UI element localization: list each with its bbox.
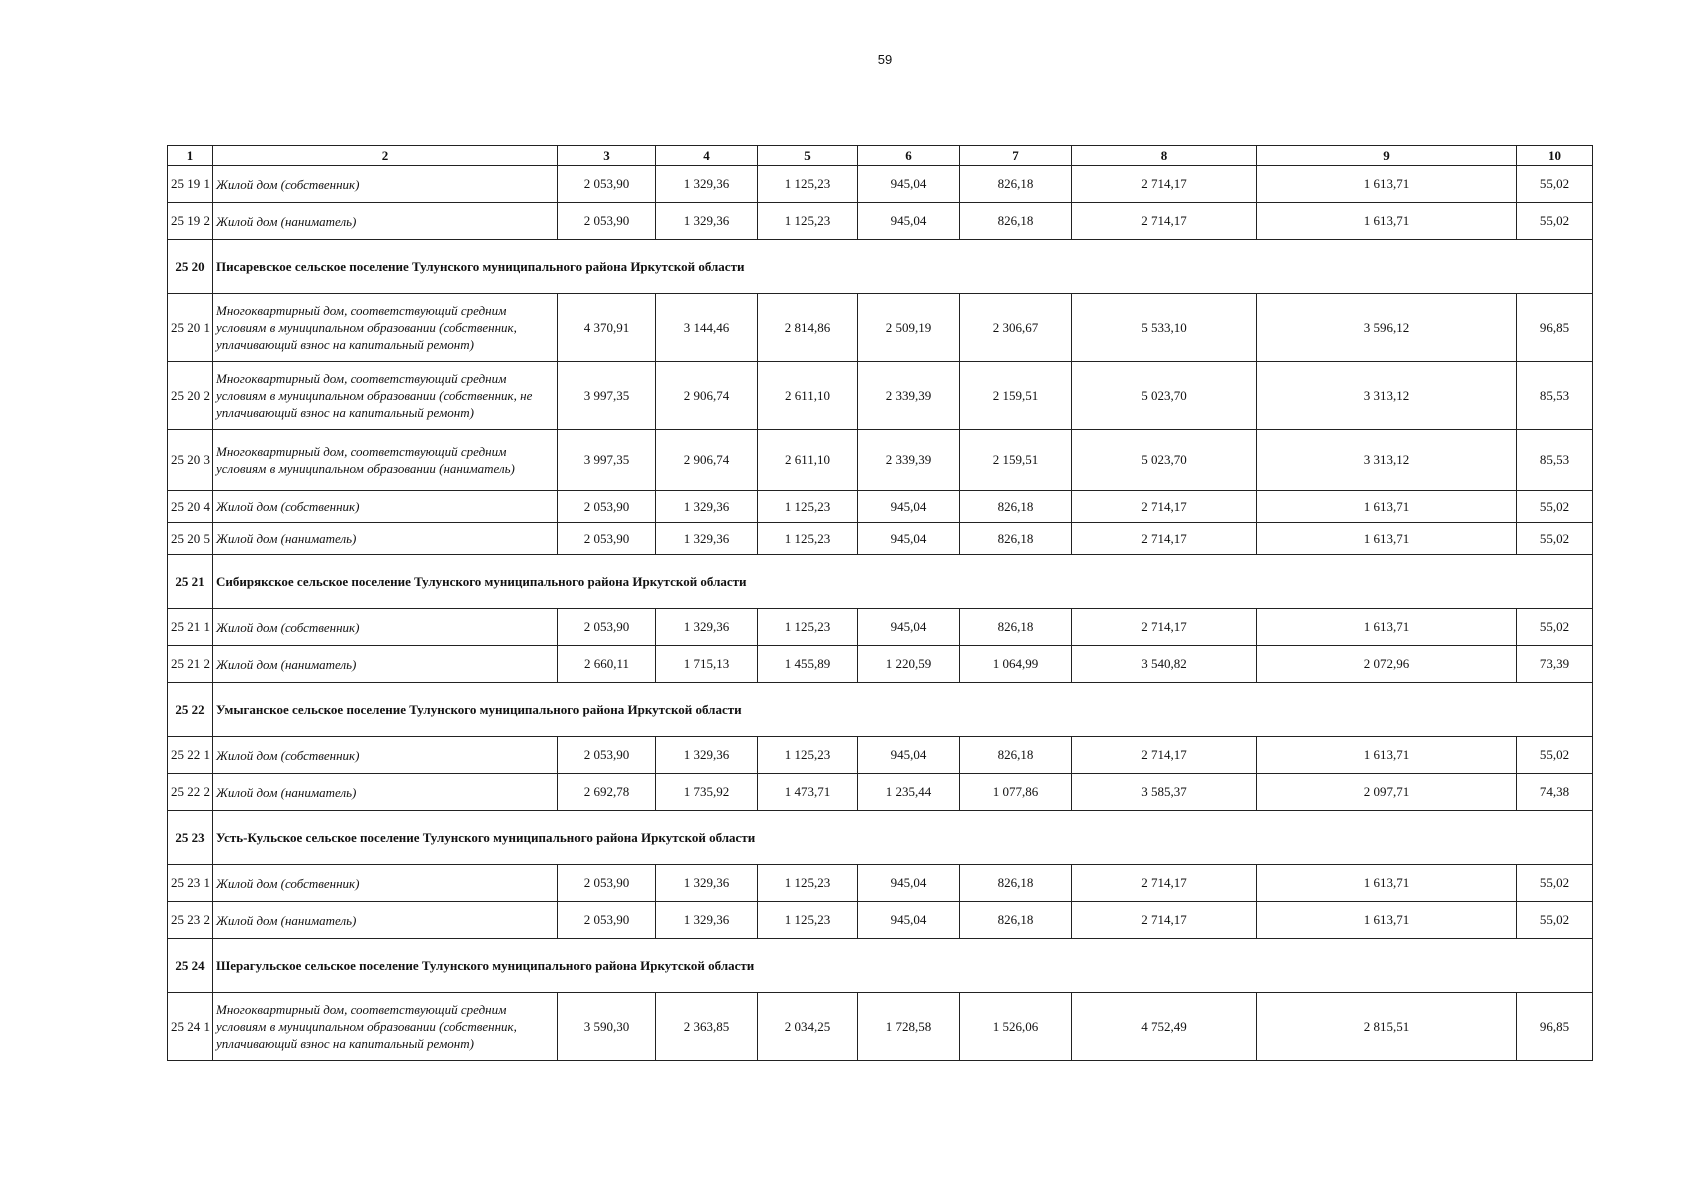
row-description: Жилой дом (наниматель) <box>213 774 558 811</box>
row-code: 25 21 1 <box>168 609 213 646</box>
value-cell: 2 714,17 <box>1072 609 1257 646</box>
value-cell: 2 053,90 <box>558 491 656 523</box>
column-header: 8 <box>1072 146 1257 166</box>
row-code: 25 20 5 <box>168 523 213 555</box>
value-cell: 2 053,90 <box>558 609 656 646</box>
column-header: 10 <box>1517 146 1593 166</box>
value-cell: 1 125,23 <box>758 609 858 646</box>
row-description: Многоквартирный дом, соответствующий средним условиям в муниципальном образовании (собственник, уплачивающий взнос на капитальный ремонт) <box>213 993 558 1061</box>
value-cell: 2 053,90 <box>558 166 656 203</box>
value-cell: 945,04 <box>858 737 960 774</box>
value-cell: 2 159,51 <box>960 430 1072 491</box>
value-cell: 826,18 <box>960 609 1072 646</box>
value-cell: 2 906,74 <box>656 430 758 491</box>
value-cell: 85,53 <box>1517 362 1593 430</box>
table-row <box>168 203 1593 240</box>
row-description: Жилой дом (собственник) <box>213 166 558 203</box>
value-cell: 96,85 <box>1517 294 1593 362</box>
page-number: 59 <box>877 52 893 67</box>
value-cell: 1 077,86 <box>960 774 1072 811</box>
value-cell: 2 714,17 <box>1072 203 1257 240</box>
value-cell: 55,02 <box>1517 523 1593 555</box>
value-cell: 2 339,39 <box>858 430 960 491</box>
table-row <box>168 430 1593 491</box>
row-code: 25 24 <box>168 939 213 993</box>
value-cell: 1 473,71 <box>758 774 858 811</box>
column-header: 1 <box>168 146 213 166</box>
value-cell: 1 329,36 <box>656 203 758 240</box>
column-header: 9 <box>1257 146 1517 166</box>
section-row <box>168 683 1593 737</box>
value-cell: 1 613,71 <box>1257 523 1517 555</box>
row-description: Многоквартирный дом, соответствующий средним условиям в муниципальном образовании (собственник, уплачивающий взнос на капитальный ремонт) <box>213 294 558 362</box>
value-cell: 1 613,71 <box>1257 166 1517 203</box>
value-cell: 1 329,36 <box>656 609 758 646</box>
row-code: 25 22 1 <box>168 737 213 774</box>
table-row <box>168 737 1593 774</box>
row-description: Жилой дом (наниматель) <box>213 902 558 939</box>
table-row <box>168 993 1593 1061</box>
value-cell: 1 125,23 <box>758 166 858 203</box>
section-row <box>168 555 1593 609</box>
value-cell: 74,38 <box>1517 774 1593 811</box>
value-cell: 826,18 <box>960 737 1072 774</box>
value-cell: 2 053,90 <box>558 902 656 939</box>
value-cell: 1 613,71 <box>1257 491 1517 523</box>
value-cell: 2 097,71 <box>1257 774 1517 811</box>
row-code: 25 21 2 <box>168 646 213 683</box>
row-description: Жилой дом (наниматель) <box>213 523 558 555</box>
value-cell: 2 815,51 <box>1257 993 1517 1061</box>
value-cell: 96,85 <box>1517 993 1593 1061</box>
value-cell: 826,18 <box>960 523 1072 555</box>
value-cell: 73,39 <box>1517 646 1593 683</box>
value-cell: 1 613,71 <box>1257 737 1517 774</box>
value-cell: 945,04 <box>858 902 960 939</box>
value-cell: 945,04 <box>858 491 960 523</box>
row-code: 25 20 2 <box>168 362 213 430</box>
value-cell: 2 053,90 <box>558 203 656 240</box>
value-cell: 3 596,12 <box>1257 294 1517 362</box>
row-code: 25 21 <box>168 555 213 609</box>
value-cell: 1 329,36 <box>656 491 758 523</box>
value-cell: 55,02 <box>1517 609 1593 646</box>
value-cell: 2 714,17 <box>1072 865 1257 902</box>
row-description: Жилой дом (собственник) <box>213 865 558 902</box>
column-header: 4 <box>656 146 758 166</box>
row-code: 25 20 4 <box>168 491 213 523</box>
value-cell: 1 064,99 <box>960 646 1072 683</box>
row-code: 25 23 1 <box>168 865 213 902</box>
table-row <box>168 774 1593 811</box>
section-title: Усть-Кульское сельское поселение Тулунского муниципального района Иркутской области <box>213 811 1593 865</box>
table-row <box>168 294 1593 362</box>
section-title: Шерагульское сельское поселение Тулунского муниципального района Иркутской области <box>213 939 1593 993</box>
value-cell: 2 363,85 <box>656 993 758 1061</box>
value-cell: 826,18 <box>960 166 1072 203</box>
value-cell: 945,04 <box>858 166 960 203</box>
row-code: 25 19 1 <box>168 166 213 203</box>
value-cell: 1 125,23 <box>758 203 858 240</box>
tariff-table <box>167 145 1593 1061</box>
value-cell: 55,02 <box>1517 491 1593 523</box>
value-cell: 1 455,89 <box>758 646 858 683</box>
value-cell: 2 053,90 <box>558 865 656 902</box>
column-header: 6 <box>858 146 960 166</box>
value-cell: 2 714,17 <box>1072 523 1257 555</box>
row-description: Жилой дом (собственник) <box>213 491 558 523</box>
value-cell: 55,02 <box>1517 865 1593 902</box>
value-cell: 3 313,12 <box>1257 430 1517 491</box>
row-code: 25 19 2 <box>168 203 213 240</box>
column-header: 7 <box>960 146 1072 166</box>
table-row <box>168 523 1593 555</box>
value-cell: 1 125,23 <box>758 523 858 555</box>
section-row <box>168 811 1593 865</box>
section-row <box>168 939 1593 993</box>
value-cell: 1 526,06 <box>960 993 1072 1061</box>
value-cell: 1 728,58 <box>858 993 960 1061</box>
value-cell: 1 235,44 <box>858 774 960 811</box>
row-code: 25 22 2 <box>168 774 213 811</box>
column-header: 5 <box>758 146 858 166</box>
table-row <box>168 491 1593 523</box>
value-cell: 1 613,71 <box>1257 609 1517 646</box>
value-cell: 2 611,10 <box>758 430 858 491</box>
value-cell: 5 023,70 <box>1072 430 1257 491</box>
value-cell: 3 997,35 <box>558 362 656 430</box>
row-description: Многоквартирный дом, соответствующий средним условиям в муниципальном образовании (собственник, не уплачивающий взнос на капитальный ремонт) <box>213 362 558 430</box>
table-row <box>168 646 1593 683</box>
value-cell: 1 125,23 <box>758 902 858 939</box>
section-title: Писаревское сельское поселение Тулунского муниципального района Иркутской области <box>213 240 1593 294</box>
value-cell: 1 125,23 <box>758 737 858 774</box>
value-cell: 55,02 <box>1517 203 1593 240</box>
value-cell: 1 735,92 <box>656 774 758 811</box>
value-cell: 2 714,17 <box>1072 491 1257 523</box>
value-cell: 2 714,17 <box>1072 166 1257 203</box>
row-description: Жилой дом (наниматель) <box>213 646 558 683</box>
row-code: 25 22 <box>168 683 213 737</box>
value-cell: 4 370,91 <box>558 294 656 362</box>
column-header: 3 <box>558 146 656 166</box>
value-cell: 1 329,36 <box>656 166 758 203</box>
value-cell: 2 306,67 <box>960 294 1072 362</box>
value-cell: 945,04 <box>858 865 960 902</box>
section-title: Умыганское сельское поселение Тулунского муниципального района Иркутской области <box>213 683 1593 737</box>
value-cell: 2 906,74 <box>656 362 758 430</box>
value-cell: 2 814,86 <box>758 294 858 362</box>
row-description: Жилой дом (собственник) <box>213 737 558 774</box>
value-cell: 1 715,13 <box>656 646 758 683</box>
row-description: Многоквартирный дом, соответствующий средним условиям в муниципальном образовании (наниматель) <box>213 430 558 491</box>
value-cell: 2 660,11 <box>558 646 656 683</box>
value-cell: 3 144,46 <box>656 294 758 362</box>
value-cell: 945,04 <box>858 203 960 240</box>
value-cell: 2 053,90 <box>558 737 656 774</box>
value-cell: 2 714,17 <box>1072 902 1257 939</box>
value-cell: 5 023,70 <box>1072 362 1257 430</box>
value-cell: 1 329,36 <box>656 737 758 774</box>
value-cell: 1 613,71 <box>1257 203 1517 240</box>
value-cell: 85,53 <box>1517 430 1593 491</box>
row-code: 25 23 <box>168 811 213 865</box>
value-cell: 3 540,82 <box>1072 646 1257 683</box>
value-cell: 1 329,36 <box>656 865 758 902</box>
value-cell: 3 590,30 <box>558 993 656 1061</box>
value-cell: 4 752,49 <box>1072 993 1257 1061</box>
value-cell: 1 220,59 <box>858 646 960 683</box>
table-row <box>168 166 1593 203</box>
table-body <box>168 166 1593 1061</box>
value-cell: 2 692,78 <box>558 774 656 811</box>
value-cell: 826,18 <box>960 865 1072 902</box>
value-cell: 1 125,23 <box>758 491 858 523</box>
value-cell: 55,02 <box>1517 166 1593 203</box>
value-cell: 2 611,10 <box>758 362 858 430</box>
value-cell: 2 034,25 <box>758 993 858 1061</box>
value-cell: 1 125,23 <box>758 865 858 902</box>
table-row <box>168 865 1593 902</box>
value-cell: 2 339,39 <box>858 362 960 430</box>
value-cell: 3 997,35 <box>558 430 656 491</box>
value-cell: 2 509,19 <box>858 294 960 362</box>
row-code: 25 23 2 <box>168 902 213 939</box>
row-code: 25 24 1 <box>168 993 213 1061</box>
row-description: Жилой дом (наниматель) <box>213 203 558 240</box>
value-cell: 1 329,36 <box>656 523 758 555</box>
row-description: Жилой дом (собственник) <box>213 609 558 646</box>
value-cell: 945,04 <box>858 609 960 646</box>
value-cell: 1 613,71 <box>1257 865 1517 902</box>
section-title: Сибирякское сельское поселение Тулунского муниципального района Иркутской области <box>213 555 1593 609</box>
value-cell: 2 072,96 <box>1257 646 1517 683</box>
table-row <box>168 362 1593 430</box>
section-row <box>168 240 1593 294</box>
value-cell: 2 714,17 <box>1072 737 1257 774</box>
value-cell: 826,18 <box>960 491 1072 523</box>
value-cell: 55,02 <box>1517 737 1593 774</box>
row-code: 25 20 1 <box>168 294 213 362</box>
value-cell: 2 053,90 <box>558 523 656 555</box>
table-row <box>168 902 1593 939</box>
value-cell: 2 159,51 <box>960 362 1072 430</box>
header-row <box>168 146 1593 166</box>
value-cell: 1 613,71 <box>1257 902 1517 939</box>
value-cell: 55,02 <box>1517 902 1593 939</box>
value-cell: 3 585,37 <box>1072 774 1257 811</box>
row-code: 25 20 <box>168 240 213 294</box>
value-cell: 945,04 <box>858 523 960 555</box>
value-cell: 826,18 <box>960 203 1072 240</box>
value-cell: 1 329,36 <box>656 902 758 939</box>
table-row <box>168 609 1593 646</box>
value-cell: 3 313,12 <box>1257 362 1517 430</box>
column-header: 2 <box>213 146 558 166</box>
value-cell: 826,18 <box>960 902 1072 939</box>
value-cell: 5 533,10 <box>1072 294 1257 362</box>
row-code: 25 20 3 <box>168 430 213 491</box>
